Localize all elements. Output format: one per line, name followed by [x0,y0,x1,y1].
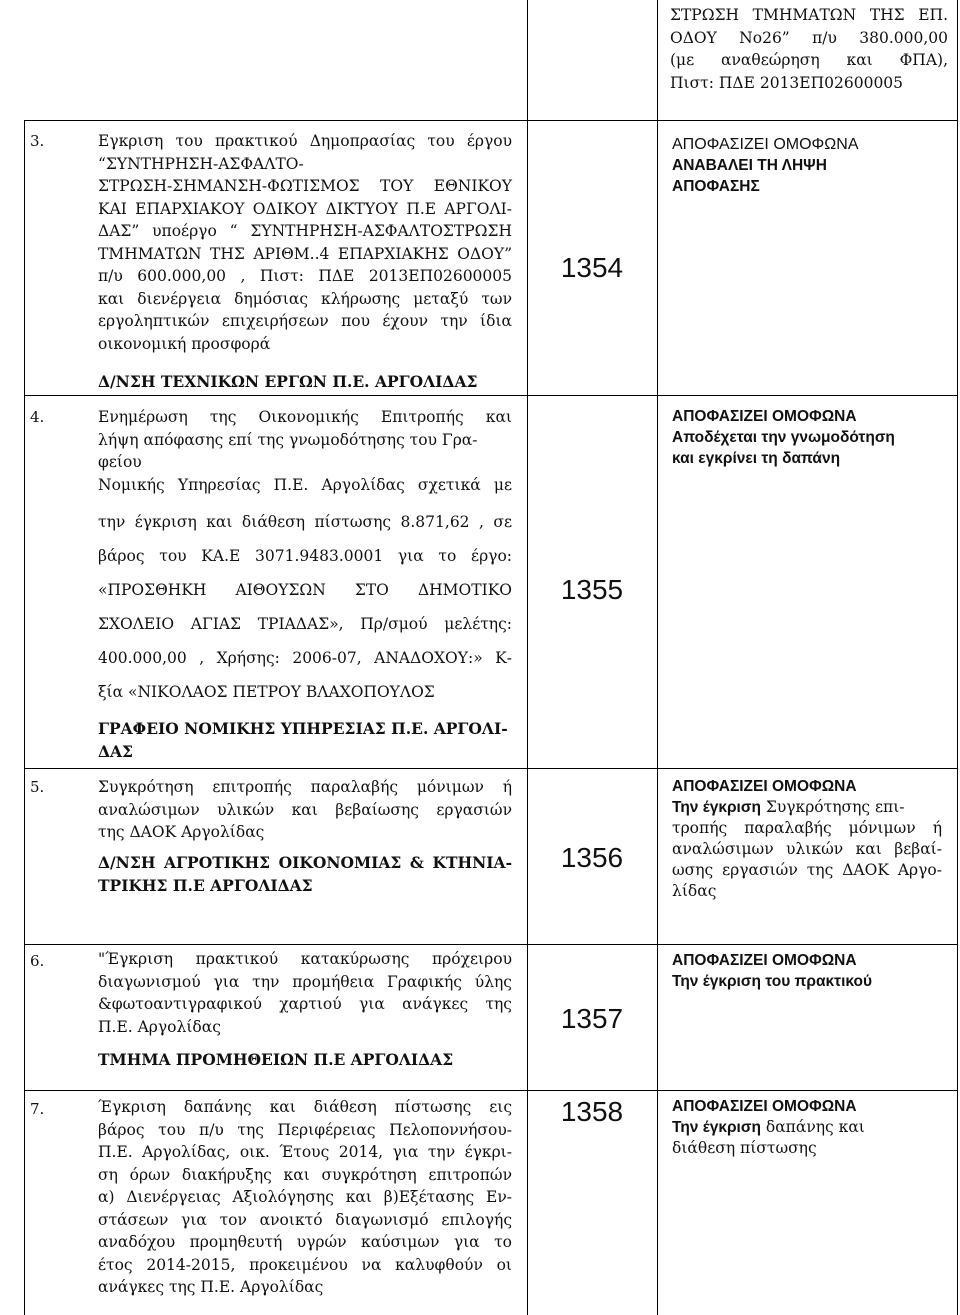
text-line: ξία «ΝΙΚΟΛΑΟΣ ΠΕΤΡΟΥ ΒΛΑΧΟΠΟΥΛΟΣ [98,683,435,701]
result-head: ΑΠΟΦΑΣΙΖΕΙ ΟΜΟΦΩΝΑ [672,1098,857,1115]
text-line: 400.000,00 , Χρήσης: 2006-07, ΑΝΑΔΟΧΟΥ:» Κ- [98,649,512,667]
text-line: βάρος του π/υ της Περιφέρειας Πελοποννήσου- [98,1120,512,1139]
decision-result [672,1096,952,1159]
result-line: αναλώσιμων υλικών και βεβαί- [672,840,942,858]
result-head: ΑΠΟΦΑΣΙΖΕΙ ΟΜΟΦΩΝΑ [672,408,857,425]
department-label [98,718,512,763]
text-line: “ΣΥΝΤΗΡΗΣΗ-ΑΣΦΑΛΤΟ- [98,154,304,173]
item-text [98,130,512,355]
result-line [672,797,942,818]
department-label [98,852,512,897]
text-line: εργοληπτικών επιχειρήσεων που έχουν την ίδια [98,312,512,330]
result-text: δαπάνης και [760,1118,865,1136]
text-line: Ενημέρωση της Οικονομικής Επιτροπής και [98,408,512,426]
item-text [98,776,512,844]
row-divider [24,120,958,121]
text-line: βάρος του ΚΑ.Ε 3071.9483.0001 για το έργο: [98,547,512,565]
text-line: ΟΔΟΥ Νο26” π/υ 380.000,00 [670,28,948,47]
row-divider [24,768,958,769]
text-line: αναδόχου προμηθευτή υγρών καύσιμων για το [98,1233,512,1251]
result-line: ωσης εργασιών της ΔΑΟΚ Αργο- [672,861,942,879]
text-line: Συγκρότηση επιτροπής παραλαβής μόνιμων ή [98,778,512,796]
text-line: έτος 2014-2015, προκειμένου να καλυφθούν οι [98,1255,512,1274]
item-number: 7. [30,1100,45,1118]
result-line: διάθεση πίστωσης [672,1139,817,1157]
result-head: ΑΠΟΦΑΣΙΖΕΙ ΟΜΟΦΩΝΑ [672,778,857,795]
text-line: «ΠΡΟΣΘΗΚΗ ΑΙΘΟΥΣΩΝ ΣΤΟ ΔΗΜΟΤΙΚΟ [98,581,512,599]
table-left-border [24,120,25,1315]
decision-result [672,776,942,902]
text-line: της ΔΑΟΚ Αργολίδας [98,823,265,841]
text-line: ΤΜΗΜΑΤΩΝ ΤΗΣ ΑΡΙΘΜ..4 ΕΠΑΡΧΙΑΚΗΣ ΟΔΟΥ” [98,244,512,263]
text-line: φείου [98,453,142,471]
text-line: αναλώσιμων υλικών και βεβαίωσης εργασιών [98,800,512,819]
text-line: Νομικής Υπηρεσίας Π.Ε. Αργολίδας σχετικά με [98,475,512,494]
decision-number: 1357 [560,1003,624,1034]
text-line: ΣΧΟΛΕΙΟ ΑΓΙΑΣ ΤΡΙΑΔΑΣ», Πρ/σμού μελέτης: [98,615,512,633]
result-line [672,1117,952,1138]
item-number: 5. [30,778,45,796]
text-line: την έγκριση και διάθεση πίστωσης 8.871,62 , σε [98,513,512,531]
text-line: ΣΤΡΩΣΗ-ΣΗΜΑΝΣΗ-ΦΩΤΙΣΜΟΣ ΤΟΥ ΕΘΝΙΚΟΥ [98,177,512,195]
text-line: ΔΑΣ” υποέργο “ ΣΥΝΤΗΡΗΣΗ-ΑΣΦΑΛΤΟΣΤΡΩΣΗ [98,222,512,240]
text-line: λήψη απόφασης επί της γνωμοδότησης του Γρα- [98,430,478,449]
decision-result [672,134,952,197]
text-line: ΤΡΙΚΗΣ Π.Ε ΑΡΓΟΛΙΔΑΣ [98,875,313,895]
result-line: και εγκρίνει τη δαπάνη [672,450,841,467]
text-line: στάσεων για τον ανοικτό διαγωνισμό επιλογής [98,1210,512,1229]
row-divider [24,395,958,396]
text-line: π/υ 600.000,00 , Πιστ: ΠΔΕ 2013ΕΠ02600005 [98,267,512,285]
column-divider-2 [657,0,658,1315]
text-line: α) Διενέργειας Αξιολόγησης και β)Εξέτασης Εν- [98,1188,512,1206]
item-number: 3. [30,132,45,150]
text-line: ση όρων διακήρυξης και συγκρότηση επιτροπών [98,1165,512,1184]
item-number: 4. [30,408,45,426]
text-line: Έγκριση δαπάνης και διάθεση πίστωσης εις [98,1098,512,1116]
row-divider [24,944,958,945]
result-head: ΑΠΟΦΑΣΙΖΕΙ ΟΜΟΦΩΝΑ [672,952,857,969]
department-label: ΤΜΗΜΑ ΠΡΟΜΗΘΕΙΩΝ Π.Ε ΑΡΓΟΛΙΔΑΣ [98,1050,454,1069]
item-number: 6. [30,952,45,970]
decision-result [672,406,952,469]
item-text [98,406,512,496]
decision-result [672,950,952,992]
decision-number: 1358 [560,1096,624,1127]
text-line: &φωτοαντιγραφικού χαρτιού για ανάγκες της [98,995,512,1013]
result-line: ΑΝΑΒΑΛΕΙ ΤΗ ΛΗΨΗ [672,157,827,174]
item-text [98,1096,512,1299]
text-line: Πιστ: ΠΔΕ 2013ΕΠ02600005 [670,73,904,92]
text-line: ΔΑΣ [98,741,134,761]
table-right-border [957,0,958,1315]
result-head: ΑΠΟΦΑΣΙΖΕΙ ΟΜΟΦΩΝΑ [672,136,859,153]
text-line: Εγκριση του πρακτικού Δημοπρασίας του έργου [98,132,512,150]
decision-number: 1356 [560,842,624,873]
text-line: ΚΑΙ ΕΠΑΡΧΙΑΚΟΥ ΟΔΙΚΟΥ ΔΙΚΤΥΟΥ Π.Ε ΑΡΓΟΛΙ- [98,199,512,218]
result-line: ΑΠΟΦΑΣΗΣ [672,178,760,195]
text-line: και διενέργεια δημόσιας κλήρωσης μεταξύ των [98,289,512,308]
result-line: λίδας [672,882,717,900]
text-line: "Έγκριση πρακτικού κατακύρωσης πρόχειρου [98,950,512,968]
result-bold: Την έγκριση [672,1119,761,1136]
item-text [98,948,512,1038]
result-bold: Την έγκριση [672,799,761,816]
item-text-continued [98,505,512,709]
row-divider [24,1090,958,1091]
text-line: (με αναθεώρηση και ΦΠΑ), [670,51,948,69]
text-line: Π.Ε. Αργολίδας [98,1017,221,1036]
department-label: Δ/ΝΣΗ ΤΕΧΝΙΚΩΝ ΕΡΓΩΝ Π.Ε. ΑΡΓΟΛΙΔΑΣ [98,372,478,391]
text-line: Π.Ε. Αργολίδας, οικ. Έτους 2014, για την έγκρι- [98,1143,512,1161]
decision-number: 1354 [560,252,624,283]
text-line: διαγωνισμού για την προμήθεια Γραφικής ύλης [98,972,512,991]
text-line: Δ/ΝΣΗ ΑΓΡΟΤΙΚΗΣ ΟΙΚΟΝΟΜΙΑΣ & ΚΤΗΝΙΑ- [98,853,512,872]
result-line: Αποδέχεται την γνωμοδότηση [672,429,895,446]
text-line: ΓΡΑΦΕΙΟ ΝΟΜΙΚΗΣ ΥΠΗΡΕΣΙΑΣ Π.Ε. ΑΡΓΟΛΙ- [98,719,508,738]
carryover-text [670,4,948,94]
text-line: ανάγκες της Π.Ε. Αργολίδας [98,1278,324,1296]
decision-number: 1355 [560,574,624,605]
text-line: ΣΤΡΩΣΗ ΤΜΗΜΑΤΩΝ ΤΗΣ ΕΠ. [670,6,948,24]
result-text: Συγκρότησης επι- [760,798,905,816]
text-line: οικονομική προσφορά [98,334,271,353]
result-line: τροπής παραλαβής μόνιμων ή [672,819,942,837]
result-line: Την έγκριση του πρακτικού [672,973,872,990]
